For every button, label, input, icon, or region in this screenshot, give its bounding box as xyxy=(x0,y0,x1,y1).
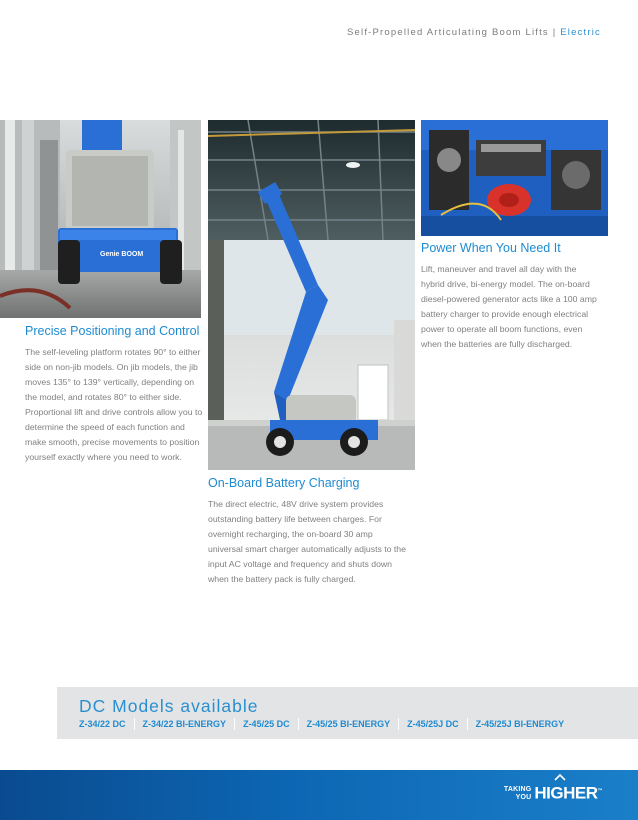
tagline-logo xyxy=(504,783,602,802)
photo-lift-base xyxy=(0,120,201,318)
model-item: Z-45/25J DC xyxy=(398,718,467,730)
header-separator: | xyxy=(548,27,561,38)
model-item: Z-45/25J BI-ENERGY xyxy=(467,718,573,730)
photo-boom-lift xyxy=(208,120,415,470)
model-item: Z-45/25 BI-ENERGY xyxy=(298,718,399,730)
header-title: Self-Propelled Articulating Boom Lifts xyxy=(346,27,549,38)
models-banner xyxy=(57,687,638,739)
model-item: Z-34/22 BI-ENERGY xyxy=(134,718,235,730)
model-item: Z-45/25 DC xyxy=(234,718,298,730)
section-title: Power When You Need It xyxy=(421,241,561,255)
model-item: Z-34/22 DC xyxy=(79,719,126,729)
trademark-mark: ™ xyxy=(597,788,602,794)
section-body: The direct electric, 48V drive system provides outstanding battery life between charges. For overnight recharging, the on-board 30 amp universal smart charger automatically adjusts to the input AC voltage and frequency and shuts down when the battery pack is fully charged. xyxy=(208,499,406,584)
tagline-you: YOU xyxy=(515,793,532,801)
section-body: Lift, maneuver and travel all day with the hybrid drive, bi-energy model. The on-board diesel-powered generator acts like a 100 amp battery charger to provide enough electrical power to operate all boom functions, even when the batteries are fully discharged. xyxy=(421,264,597,349)
tagline-higher xyxy=(534,783,602,802)
caret-up-icon xyxy=(554,773,566,781)
model-list xyxy=(79,718,572,730)
section-body: The self-leveling platform rotates 90° to either side on non-jib models. On jib models, the jib moves 135° to 139° vertically, depending on the model, and rotates 80° to either side. Proportional lift and drive controls allow you to determine the speed of each function and make smooth, precise movements to position yourself exactly where you need to work. xyxy=(25,347,203,462)
section-positioning xyxy=(25,324,203,465)
header-category: Electric xyxy=(560,27,601,38)
section-battery xyxy=(208,476,408,587)
photo-generator xyxy=(421,120,608,236)
footer-bar xyxy=(0,770,638,820)
section-title: Precise Positioning and Control xyxy=(25,324,200,338)
page-header xyxy=(347,27,601,38)
section-title: On-Board Battery Charging xyxy=(208,476,360,490)
tagline-higher-text: HIGHER xyxy=(534,783,598,803)
tagline-taking: TAKING xyxy=(503,785,532,793)
section-power xyxy=(421,241,601,352)
tagline-small xyxy=(504,786,532,802)
photo1-label: Genie BOOM xyxy=(100,251,144,258)
models-title: DC Models available xyxy=(79,696,259,716)
